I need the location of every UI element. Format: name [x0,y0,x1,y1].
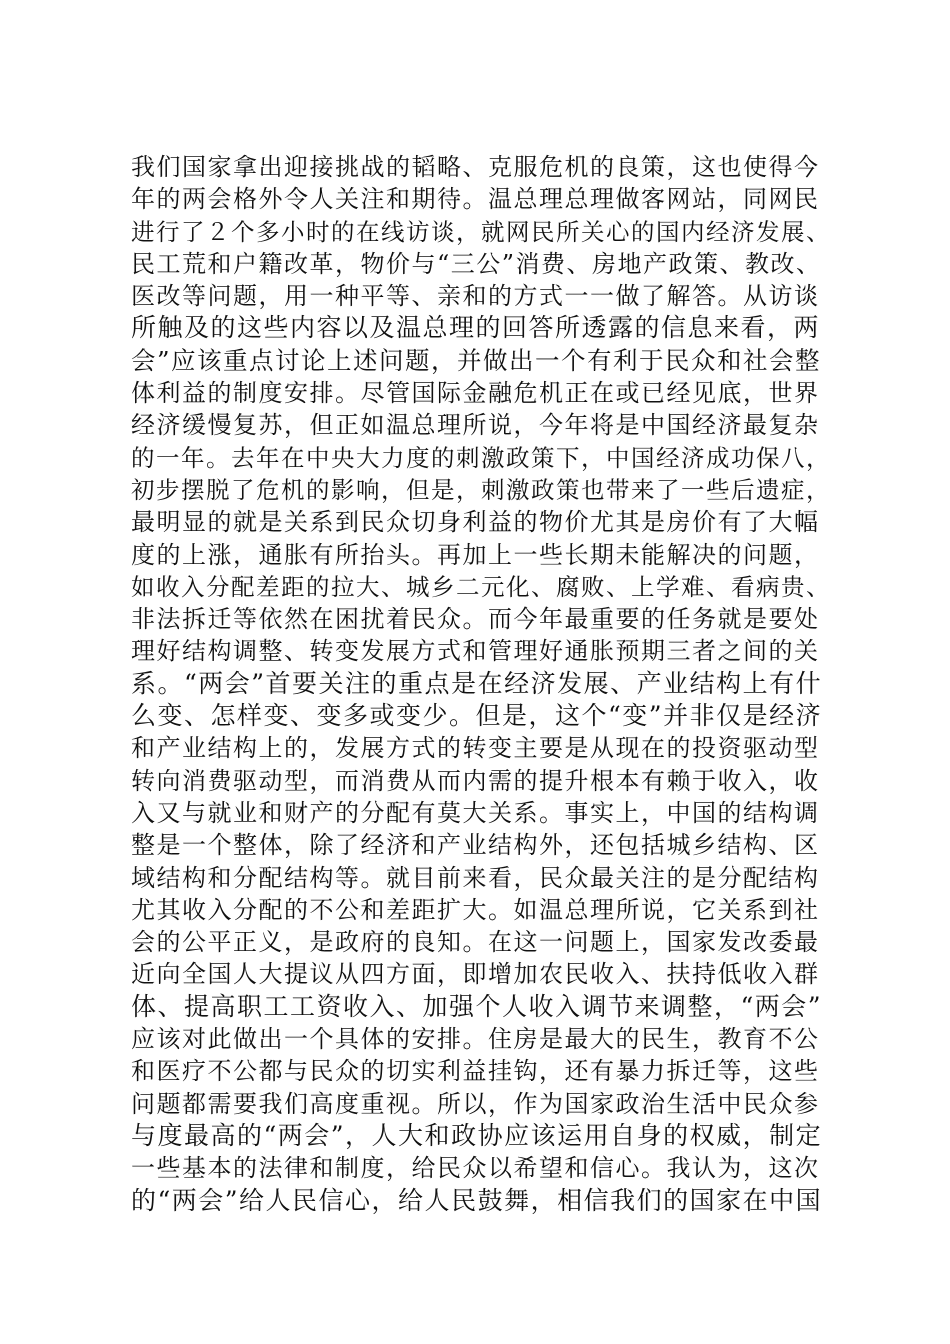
text-line: 一些基本的法律和制度，给民众以希望和信心。我认为，这次 [131,1154,820,1183]
text-line: 我们国家拿出迎接挑战的韬略、克服危机的良策，这也使得今 [131,153,820,181]
text-line: 所触及的这些内容以及温总理的回答所透露的信息来看，两 [131,313,821,343]
text-line: 转向消费驱动型，而消费从而内需的提升根本有赖于收入，收 [131,766,820,795]
text-line: 如收入分配差距的拉大、城乡二元化、腐败、上学难、看病贵、 [131,572,831,601]
text-line: 应该对此做出一个具体的安排。住房是最大的民生，教育不公 [131,1025,820,1054]
text-line: 入又与就业和财产的分配有莫大关系。事实上，中国的结构调 [131,798,820,827]
text-line: 会”应该重点讨论上述问题，并做出一个有利于民众和社会整 [131,345,822,375]
text-line: 的“两会”给人民信心，给人民鼓舞，相信我们的国家在中国 [131,1185,823,1215]
text-line: 问题都需要我们高度重视。所以，作为国家政治生活中民众参 [131,1089,820,1118]
text-line: 医改等问题，用一种平等、亲和的方式一一做了解答。从访谈 [131,282,820,311]
text-line: 系。“两会”首要关注的重点是在经济发展、产业结构上有什 [131,668,823,698]
text-line: 初步摆脱了危机的影响，但是，刺激政策也带来了一些后遗症， [131,475,831,504]
text-line: 体利益的制度安排。尽管国际金融危机正在或已经见底，世界 [131,379,820,408]
text-line: 和医疗不公都与民众的切实利益挂钩，还有暴力拆迁等，这些 [131,1057,820,1086]
text-line: 年的两会格外令人关注和期待。温总理总理做客网站，同网民 [131,185,820,214]
text-line: 近向全国人大提议从四方面，即增加农民收入、扶持低收入群 [131,960,820,989]
text-line: 非法拆迁等依然在困扰着民众。而今年最重要的任务就是要处 [131,605,820,634]
text-line: 整是一个整体，除了经济和产业结构外，还包括城乡结构、区 [131,831,820,860]
text-line: 么变、怎样变、变多或变少。但是，这个“变”并非仅是经济 [131,701,823,731]
body-paragraph [131,151,831,1217]
text-line: 的一年。去年在中央大力度的刺激政策下，中国经济成功保八， [131,443,831,472]
text-line: 最明显的就是关系到民众切身利益的物价尤其是房价有了大幅 [131,508,820,537]
text-line: 民工荒和户籍改革，物价与“三公”消费、房地产政策、教改、 [131,249,822,278]
text-line: 和产业结构上的，发展方式的转变主要是从现在的投资驱动型 [131,734,820,763]
text-line: 度的上涨，通胀有所抬头。再加上一些长期未能解决的问题， [131,540,820,569]
text-line: 体、提高职工工资收入、加强个人收入调节来调整，“两会” [131,991,823,1021]
text-line: 理好结构调整、转变发展方式和管理好通胀预期三者之间的关 [131,637,820,666]
text-line: 经济缓慢复苏，但正如温总理所说，今年将是中国经济最复杂 [131,411,820,440]
text-line: 尤其收入分配的不公和差距扩大。如温总理所说，它关系到社 [131,895,820,924]
text-line: 进行了２个多小时的在线访谈，就网民所关心的国内经济发展、 [131,217,831,246]
text-line: 与度最高的“两会”，人大和政协应该运用自身的权威，制定 [131,1120,823,1150]
text-line: 会的公平正义，是政府的良知。在这一问题上，国家发改委最 [131,928,820,957]
text-line: 域结构和分配结构等。就目前来看，民众最关注的是分配结构 [131,863,820,892]
